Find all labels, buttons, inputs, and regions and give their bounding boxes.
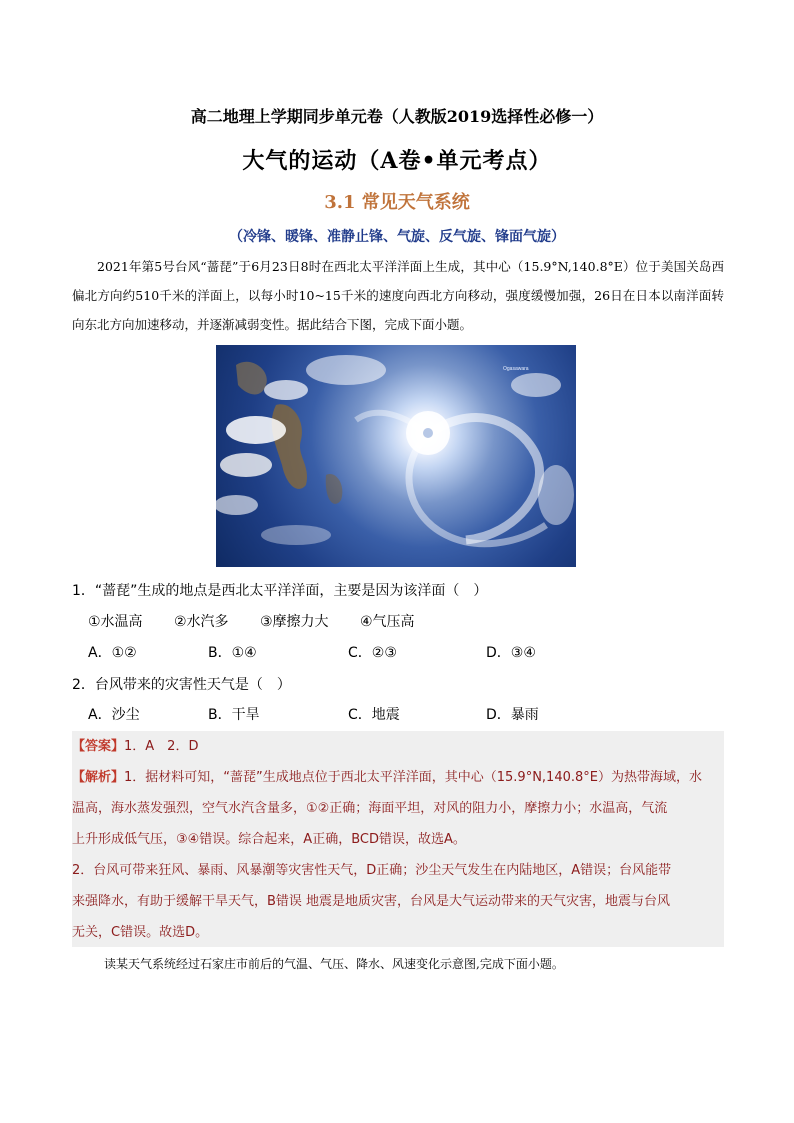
section-title: 3.1 常见天气系统	[324, 192, 470, 213]
answer-tag: 【答案】	[72, 739, 125, 754]
option-d: D．③④	[486, 645, 536, 661]
option-a: A．①②	[88, 645, 137, 661]
option-c: C．地震	[348, 707, 400, 723]
document-title: 大气的运动（A卷•单元考点）	[242, 148, 552, 174]
option-b: B．干旱	[208, 707, 260, 723]
satellite-image-art	[216, 345, 576, 567]
item-1: ①水温高	[88, 614, 143, 630]
question-2-stem: 2．台风带来的灾害性天气是（ ）	[72, 677, 291, 693]
analysis-line-4: 2．台风可带来狂风、暴雨、风暴潮等灾害性天气，D正确；沙尘天气发生在内陆地区，A错误；台风能带	[72, 863, 672, 878]
item-2: ②水汽多	[174, 614, 229, 630]
analysis-line-3: 上升形成低气压，③④错误。综合起来，A正确，BCD错误，故选A。	[72, 832, 466, 847]
followup-instruction: 读某天气系统经过石家庄市前后的气温、气压、降水、风速变化示意图,完成下面小题。	[104, 957, 564, 971]
analysis-tag: 【解析】	[72, 770, 125, 785]
section-subtitle: （冷锋、暖锋、准静止锋、气旋、反气旋、锋面气旋）	[229, 229, 565, 245]
option-c: C．②③	[348, 645, 397, 661]
option-d: D．暴雨	[486, 707, 539, 723]
figure-place-label: Ogasawara	[503, 366, 529, 372]
typhoon-satellite-image	[216, 345, 576, 567]
answer-text: 1．A 2．D	[124, 739, 199, 754]
item-3: ③摩擦力大	[260, 614, 329, 630]
answer-line	[72, 731, 724, 762]
item-4: ④气压高	[360, 614, 415, 630]
analysis-line-6: 无关，C错误。故选D。	[72, 925, 209, 940]
intro-paragraph: 2021年第5号台风“蔷琵”于6月23日8时在西北太平洋洋面上生成，其中心（15.9°N,140.8°E）位于美国关岛西偏北方向约510千米的洋面上，以每小时10~15千米的速度向西北方向移动，强度缓慢加强，26日在日本以南洋面转向东北方向加速移动，并逐渐减弱变性。据此结合下图，完成下面小题。	[72, 259, 724, 332]
option-b: B．①④	[208, 645, 257, 661]
analysis-line-5: 来强降水，有助于缓解干旱天气，B错误 地震是地质灾害，台风是大气运动带来的天气灾害，地震与台风	[72, 894, 671, 909]
question-1-stem: 1．“蔷琵”生成的地点是西北太平洋洋面，主要是因为该洋面（ ）	[72, 583, 488, 599]
document-subhead: 高二地理上学期同步单元卷（人教版2019选择性必修一）	[190, 107, 604, 126]
analysis-line-2: 温高，海水蒸发强烈，空气水汽含量多，①②正确；海面平坦，对风的阻力小，摩擦力小；水温高，气流	[72, 801, 668, 816]
analysis-text: 1．据材料可知，“蔷琵”生成地点位于西北太平洋洋面，其中心（15.9°N,140.8°E）为热带海域，水	[124, 770, 702, 785]
analysis-line-1	[72, 762, 724, 793]
option-a: A．沙尘	[88, 707, 140, 723]
